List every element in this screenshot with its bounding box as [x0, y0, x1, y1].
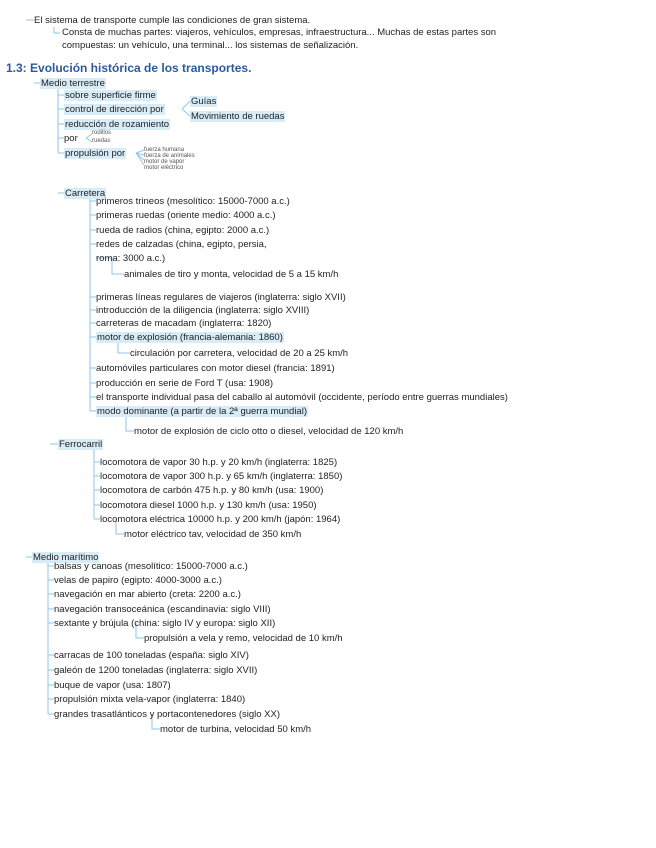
carretera-note[interactable]: motor de explosión de ciclo otto o diesel, velocidad de 120 km/h — [134, 426, 404, 437]
carretera-item[interactable]: redes de calzadas (china, egipto, persia, — [96, 239, 267, 250]
carretera-item[interactable]: introducción de la diligencia (inglaterra: siglo XVIII) — [96, 305, 310, 316]
node-motor-electrico[interactable]: motor eléctrico — [144, 165, 184, 171]
intro-line-1: El sistema de transporte cumple las condiciones de gran sistema. — [34, 15, 311, 26]
carretera-item[interactable]: primeros trineos (mesolítico: 15000-7000 a.c.) — [96, 196, 290, 207]
node-medio-terrestre[interactable]: Medio terrestre — [41, 78, 105, 89]
node-control-direccion[interactable]: control de dirección por — [65, 104, 164, 115]
ferrocarril-item[interactable]: locomotora eléctrica 10000 h.p. y 200 km/h (japón: 1964) — [100, 514, 341, 525]
carretera-item[interactable]: rueda de radios (china, egipto: 2000 a.c.) — [96, 225, 270, 236]
maritimo-item[interactable]: galeón de 1200 toneladas (inglaterra: siglo XVII) — [54, 665, 258, 676]
node-fuerza-humana[interactable]: fuerza humana — [144, 147, 185, 153]
maritimo-item[interactable]: navegación en mar abierto (creta: 2200 a.c.) — [54, 589, 241, 600]
node-por[interactable]: por — [64, 133, 78, 144]
ferrocarril-item[interactable]: locomotora de carbón 475 h.p. y 80 km/h (usa: 1900) — [100, 485, 324, 496]
carretera-item[interactable]: primeras ruedas (oriente medio: 4000 a.c.) — [96, 210, 276, 221]
maritimo-item[interactable]: carracas de 100 toneladas (españa: siglo XIV) — [54, 650, 249, 661]
node-guias[interactable]: Guías — [191, 96, 217, 107]
carretera-item[interactable]: automóviles particulares con motor diesel (francia: 1891) — [96, 363, 335, 374]
maritimo-item[interactable]: buque de vapor (usa: 1807) — [54, 680, 171, 691]
maritimo-item[interactable]: balsas y canoas (mesolítico: 15000-7000 a.c.) — [54, 561, 248, 572]
carretera-item[interactable]: roma: 3000 a.c.) — [96, 253, 166, 264]
carretera-item[interactable]: el transporte individual pasa del caballo al automóvil (occidente, período entre guerras mundiales) — [96, 392, 508, 403]
carretera-item[interactable]: modo dominante (a partir de la 2ª guerra mundial) — [97, 406, 307, 417]
carretera-item[interactable]: carreteras de macadam (inglaterra: 1820) — [96, 318, 272, 329]
node-motor-vapor[interactable]: motor de vapor — [144, 159, 185, 165]
maritimo-item[interactable]: sextante y brújula (china: siglo IV y europa: siglo XII) — [54, 618, 276, 629]
carretera-note[interactable]: circulación por carretera, velocidad de 20 a 25 km/h — [130, 348, 349, 359]
ferrocarril-item[interactable]: locomotora de vapor 30 h.p. y 20 km/h (inglaterra: 1825) — [100, 457, 338, 468]
maritimo-item[interactable]: navegación transoceánica (escandinavia: siglo VIII) — [54, 604, 271, 615]
carretera-note[interactable]: animales de tiro y monta, velocidad de 5 a 15 km/h — [124, 269, 339, 280]
node-superficie-firme[interactable]: sobre superficie firme — [65, 90, 156, 101]
ferrocarril-item[interactable]: locomotora diesel 1000 h.p. y 130 km/h (usa: 1950) — [100, 500, 317, 511]
node-fuerza-animales[interactable]: fuerza de animales — [144, 153, 195, 159]
maritimo-item[interactable]: propulsión mixta vela-vapor (inglaterra: 1840) — [54, 694, 246, 705]
node-ferrocarril[interactable]: Ferrocarril — [59, 439, 103, 450]
maritimo-item[interactable]: velas de papiro (egipto: 4000-3000 a.c.) — [54, 575, 222, 586]
intro-line-2: Consta de muchas partes: viajeros, vehículos, empresas, infraestructura... Muchas de estas partes son — [62, 27, 497, 38]
maritimo-note[interactable]: propulsión a vela y remo, velocidad de 10 km/h — [144, 633, 343, 644]
node-propulsion[interactable]: propulsión por — [65, 148, 126, 159]
node-carretera[interactable]: Carretera — [65, 188, 106, 199]
maritimo-item[interactable]: grandes trasatlánticos y portacontenedores (siglo XX) — [54, 709, 281, 720]
node-ruedas[interactable]: ruedas — [92, 138, 111, 144]
node-reduccion-rozamiento[interactable]: reducción de rozamiento — [65, 119, 170, 130]
carretera-item[interactable]: motor de explosión (francia-alemania: 1860) — [97, 332, 283, 343]
node-rodillos[interactable]: rodillos — [92, 130, 112, 136]
node-medio-maritimo[interactable]: Medio marítimo — [33, 552, 99, 563]
carretera-item[interactable]: primeras líneas regulares de viajeros (inglaterra: siglo XVII) — [96, 292, 346, 303]
ferrocarril-item[interactable]: locomotora de vapor 300 h.p. y 65 km/h (inglaterra: 1850) — [100, 471, 343, 482]
carretera-item[interactable]: producción en serie de Ford T (usa: 1908) — [96, 378, 274, 389]
section-title: 1.3: Evolución histórica de los transportes. — [6, 61, 252, 75]
node-movimiento-ruedas[interactable]: Movimiento de ruedas — [191, 111, 285, 122]
ferrocarril-note[interactable]: motor eléctrico tav, velocidad de 350 km/h — [124, 529, 302, 540]
intro-line-3: compuestas: un vehículo, una terminal... los sistemas de señalización. — [62, 40, 359, 51]
maritimo-note[interactable]: motor de turbina, velocidad 50 km/h — [160, 724, 312, 735]
